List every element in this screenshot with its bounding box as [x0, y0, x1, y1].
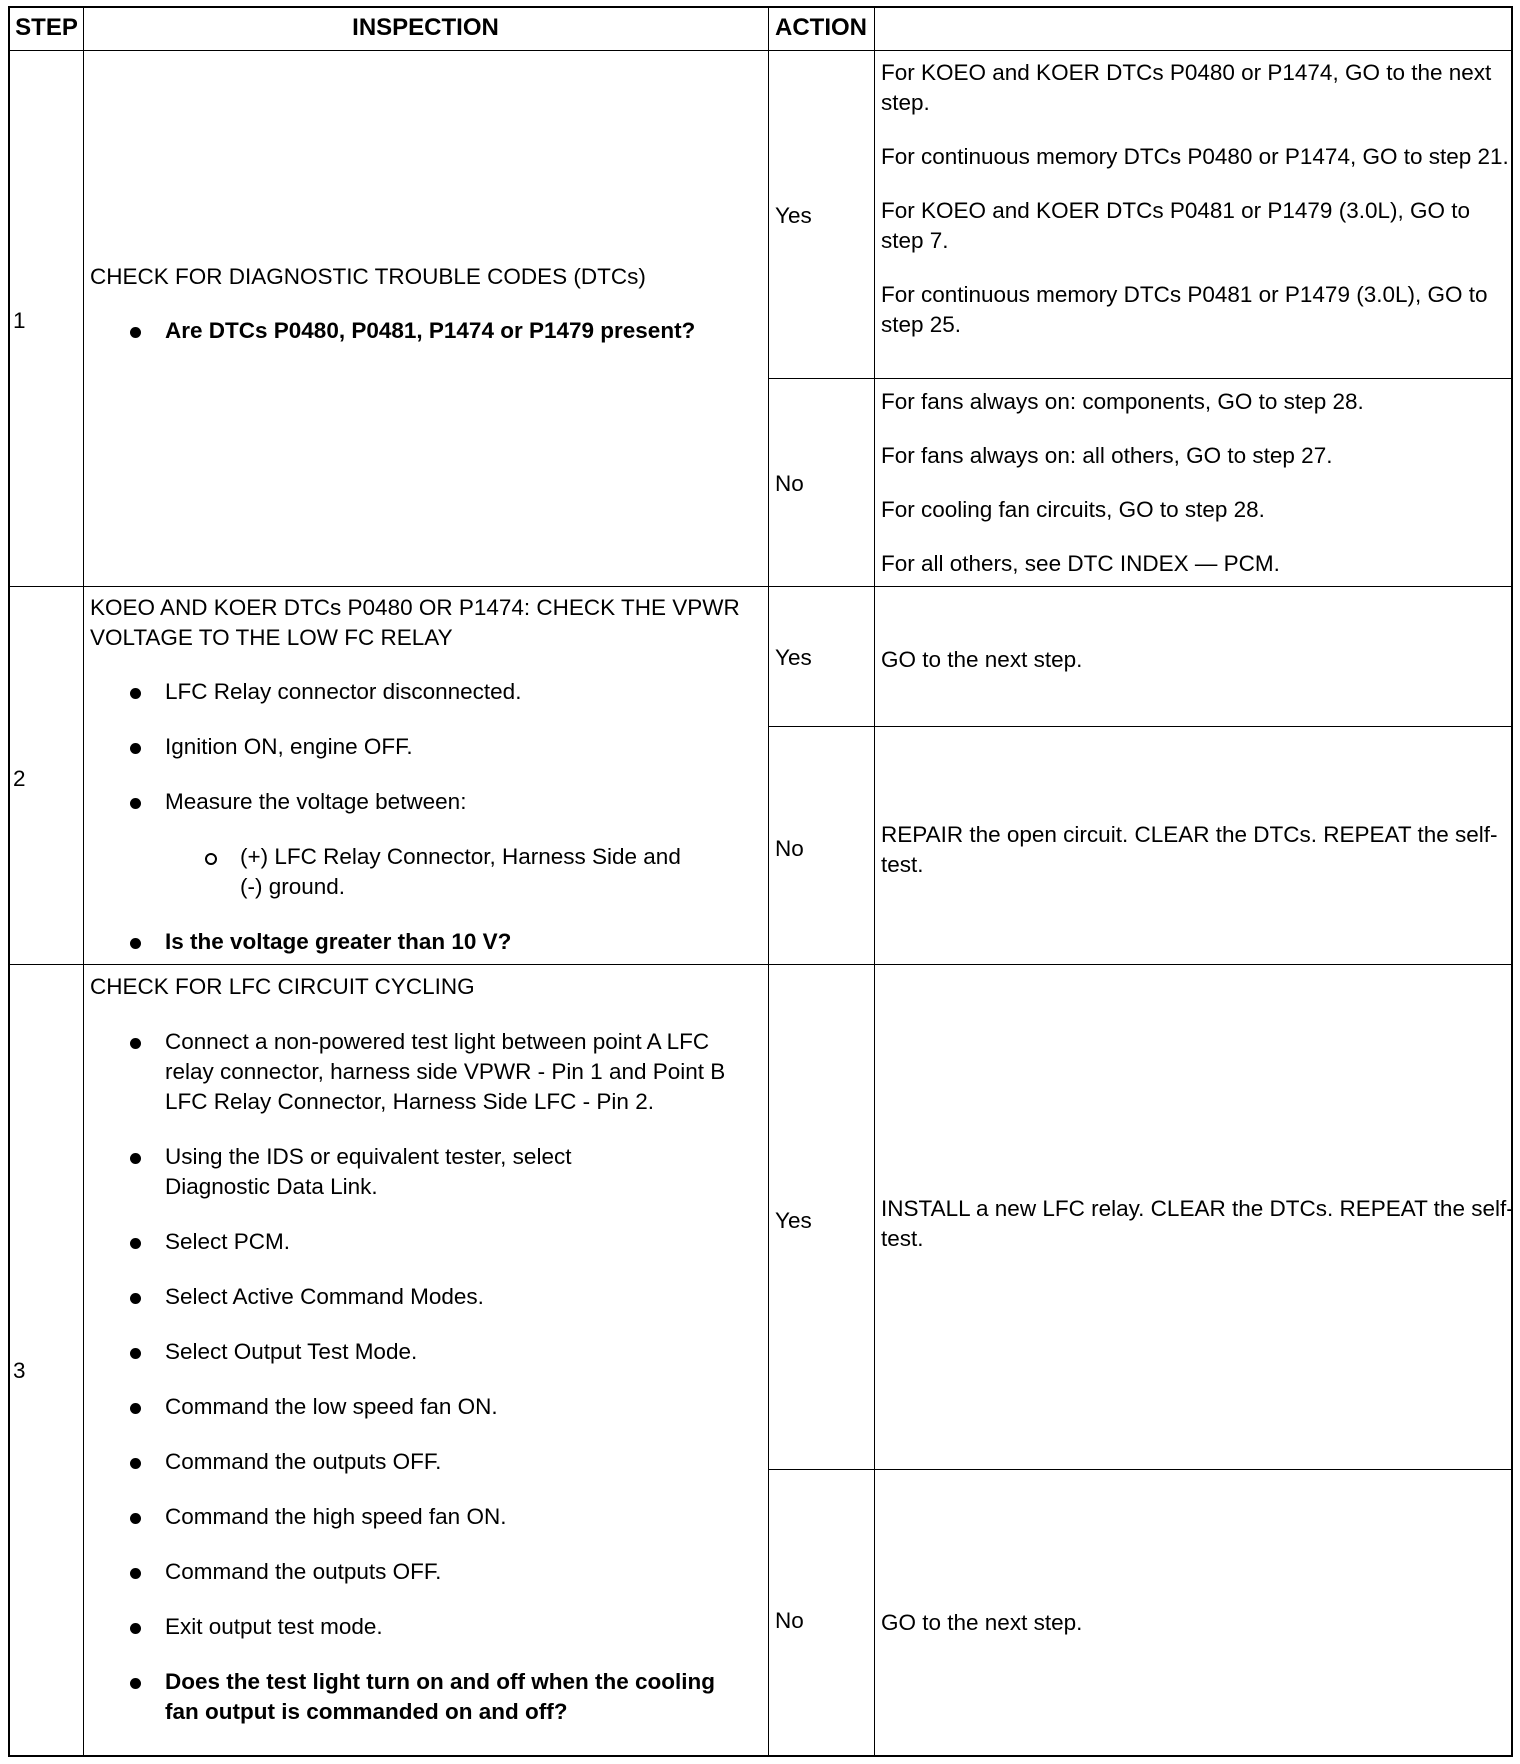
no-label: No	[775, 471, 804, 496]
bullet-icon	[130, 1153, 141, 1164]
col-divider-step	[83, 8, 84, 1755]
no-label: No	[775, 1608, 804, 1633]
yes-label: Yes	[775, 645, 812, 670]
step-number: 3	[13, 1358, 26, 1383]
bullet-item: Ignition ON, engine OFF.	[90, 732, 730, 762]
bullet-icon	[130, 1038, 141, 1049]
diagnostic-table	[8, 6, 1513, 1757]
header-inspection: INSPECTION	[352, 14, 499, 41]
no-actions	[881, 387, 1516, 579]
bullet-icon	[130, 1238, 141, 1249]
bullet-icon	[130, 1458, 141, 1469]
step2-row-divider	[10, 964, 1511, 965]
col-divider-inspection	[768, 8, 769, 1755]
action-text: For continuous memory DTCs P0481 or P1479 (3.0L), GO to step 25.	[881, 282, 1488, 337]
no-actions	[881, 1608, 1516, 1638]
step1-yes-no-divider	[768, 378, 1511, 379]
bullet-icon	[130, 1293, 141, 1304]
sub-bullet-item: (+) LFC Relay Connector, Harness Side and (-) ground.	[90, 842, 730, 902]
action-text: For continuous memory DTCs P0480 or P1474, GO to step 21.	[881, 144, 1509, 169]
bullet-item: Are DTCs P0480, P0481, P1474 or P1479 present?	[90, 316, 730, 346]
action-text: For all others, see DTC INDEX — PCM.	[881, 551, 1280, 576]
bullet-item: Command the outputs OFF.	[90, 1447, 730, 1477]
bullet-icon	[130, 1623, 141, 1634]
action-text: INSTALL a new LFC relay. CLEAR the DTCs. REPEAT the self-test.	[881, 1196, 1514, 1251]
yes-label: Yes	[775, 203, 812, 228]
bullet-item: Select Active Command Modes.	[90, 1282, 730, 1312]
action-text: GO to the next step.	[881, 647, 1083, 672]
bullet-item: Does the test light turn on and off when the cooling fan output is commanded on and off?	[90, 1667, 730, 1727]
bullet-icon	[130, 1348, 141, 1359]
bullet-icon	[130, 743, 141, 754]
inspection-title: CHECK FOR DIAGNOSTIC TROUBLE CODES (DTCs)	[90, 264, 646, 289]
yes-actions	[881, 58, 1516, 340]
bullet-item: Connect a non-powered test light between point A LFC relay connector, harness side VPWR - Pin 1 and Point B LFC Relay Connector, Harness Side LFC - Pin 2.	[90, 1027, 730, 1117]
bullet-icon	[130, 798, 141, 809]
bullet-item: Command the low speed fan ON.	[90, 1392, 730, 1422]
col-divider-action	[874, 8, 875, 1755]
header-divider	[10, 50, 1511, 51]
step-number: 2	[13, 766, 26, 791]
step2-yes-no-divider	[768, 726, 1511, 727]
inspection-bullets	[90, 677, 730, 957]
bullet-icon	[130, 1678, 141, 1689]
bullet-icon	[130, 327, 141, 338]
step-number: 1	[13, 308, 26, 333]
action-text: GO to the next step.	[881, 1610, 1083, 1635]
bullet-item: Exit output test mode.	[90, 1612, 730, 1642]
header-step: STEP	[15, 14, 78, 41]
bullet-icon	[130, 938, 141, 949]
bullet-icon	[130, 688, 141, 699]
bullet-item: Select PCM.	[90, 1227, 730, 1257]
step3-yes-no-divider	[768, 1469, 1511, 1470]
bullet-item: Select Output Test Mode.	[90, 1337, 730, 1367]
action-text: For fans always on: components, GO to step 28.	[881, 389, 1364, 414]
bullet-icon	[130, 1403, 141, 1414]
bullet-icon	[130, 1568, 141, 1579]
bullet-item: Is the voltage greater than 10 V?	[90, 927, 730, 957]
inspection-title: KOEO AND KOER DTCs P0480 OR P1474: CHECK THE VPWR VOLTAGE TO THE LOW FC RELAY	[90, 595, 740, 650]
action-text: For fans always on: all others, GO to step 27.	[881, 443, 1333, 468]
action-text: REPAIR the open circuit. CLEAR the DTCs. REPEAT the self-test.	[881, 822, 1498, 877]
bullet-item: Command the outputs OFF.	[90, 1557, 730, 1587]
yes-label: Yes	[775, 1208, 812, 1233]
inspection-bullets	[90, 316, 730, 346]
no-actions	[881, 820, 1516, 880]
hollow-bullet-icon	[205, 853, 217, 865]
action-text: For KOEO and KOER DTCs P0481 or P1479 (3.0L), GO to step 7.	[881, 198, 1470, 253]
yes-actions	[881, 1194, 1516, 1254]
yes-actions	[881, 645, 1516, 675]
no-label: No	[775, 836, 804, 861]
bullet-item: LFC Relay connector disconnected.	[90, 677, 730, 707]
action-text: For cooling fan circuits, GO to step 28.	[881, 497, 1265, 522]
bullet-item: Command the high speed fan ON.	[90, 1502, 730, 1532]
header-action: ACTION	[775, 14, 867, 41]
bullet-item: Measure the voltage between:	[90, 787, 730, 817]
inspection-bullets	[90, 1027, 730, 1727]
inspection-title: CHECK FOR LFC CIRCUIT CYCLING	[90, 974, 475, 999]
action-text: For KOEO and KOER DTCs P0480 or P1474, GO to the next step.	[881, 60, 1492, 115]
bullet-item: Using the IDS or equivalent tester, select Diagnostic Data Link.	[90, 1142, 730, 1202]
bullet-icon	[130, 1513, 141, 1524]
step1-row-divider	[10, 586, 1511, 587]
